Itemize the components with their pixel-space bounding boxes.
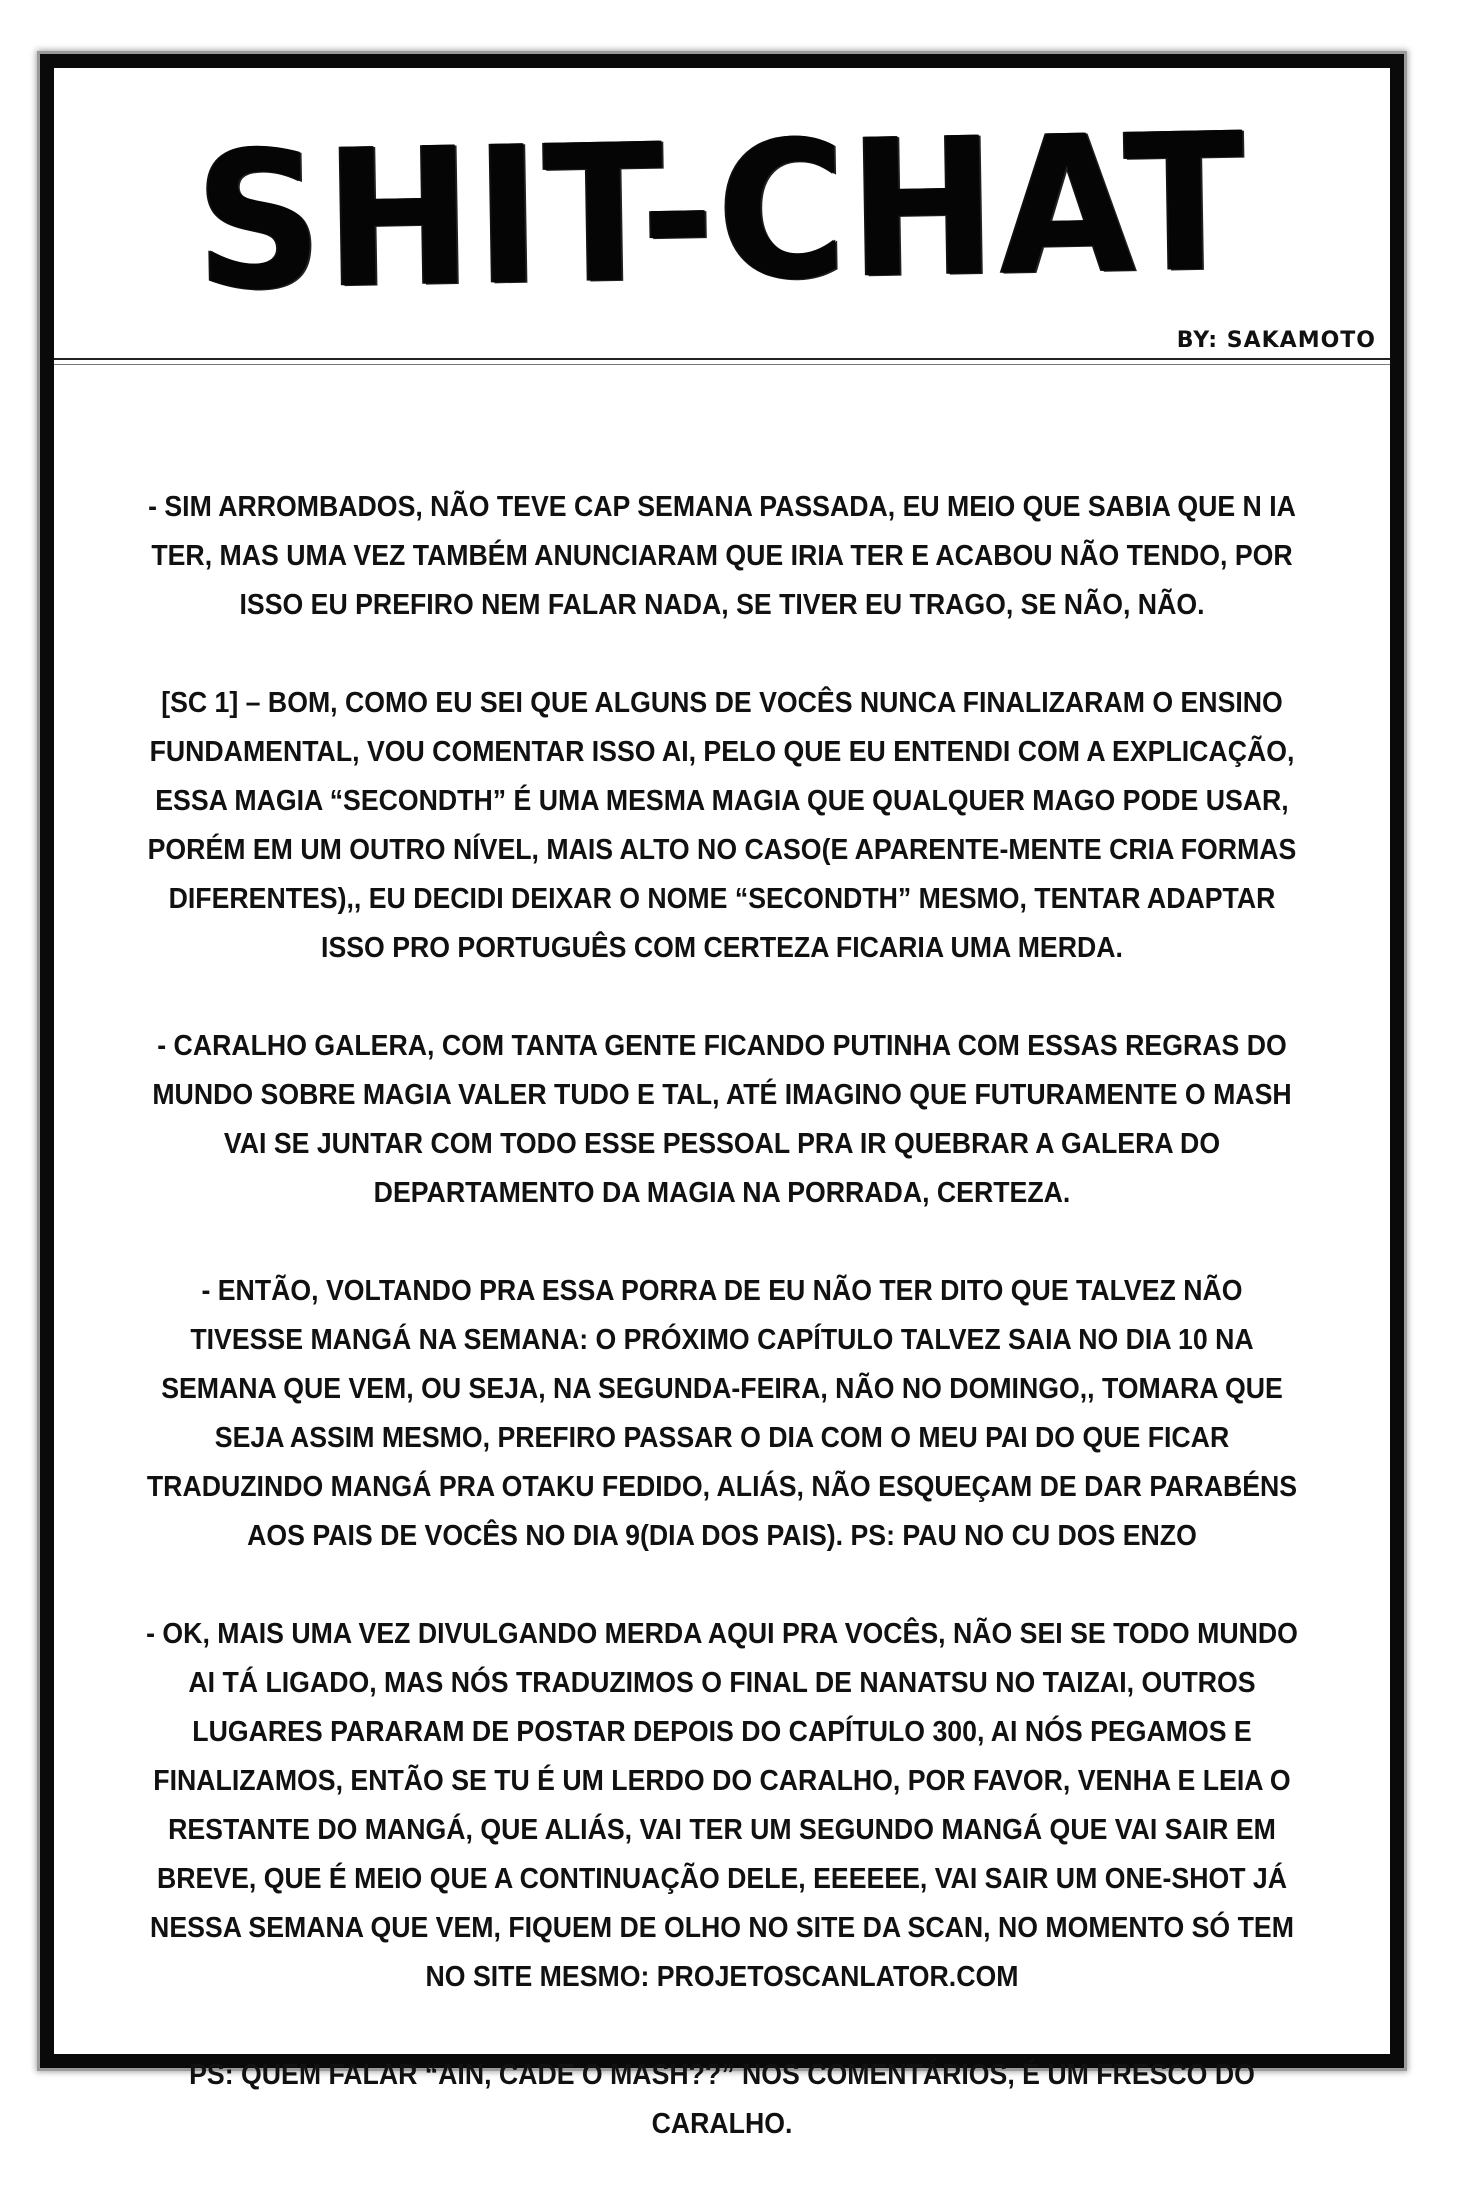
paragraph-6: PS: QUEM FALAR “AIN, CADE O MASH??” NOS COMENTÁRIOS, É UM FRESCO DO CARALHO. (189, 2059, 1255, 2140)
header-divider (54, 358, 1390, 360)
page-frame (40, 54, 1404, 2140)
header (54, 68, 1390, 352)
paragraph-4: - ENTÃO, VOLTANDO PRA ESSA PORRA DE EU NÃO TER DITO QUE TALVEZ NÃO TIVESSE MANGÁ NA SEMANA: O PRÓXIMO CAPÍTULO TALVEZ SAIA NO DIA 10 NA SEMANA QUE VEM, OU SEJA, NA SEGUNDA-FEIRA, NÃO NO DOMINGO,, TOMARA QUE SEJA ASSIM MESMO, PREFIRO PASSAR O DIA COM O MEU PAI DO QUE FICAR TRADUZINDO MANGÁ PRA OTAKU FEDIDO, ALIÁS, NÃO ESQUEÇAM DE DAR PARABÉNS AOS PAIS DE VOCÊS NO DIA 9(DIA DOS PAIS). PS: PAU NO CU DOS ENZO (146, 1275, 1298, 1552)
page-title: SHIT-CHAT (194, 92, 1250, 333)
paragraph-5: - OK, MAIS UMA VEZ DIVULGANDO MERDA AQUI PRA VOCÊS, NÃO SEI SE TODO MUNDO AI TÁ LIGADO, MAS NÓS TRADUZIMOS O FINAL DE NANATSU NO TAIZAI, OUTROS LUGARES PARARAM DE POSTAR DEPOIS DO CAPÍTULO 300, AI NÓS PEGAMOS E FINALIZAMOS, ENTÃO SE TU É UM LERDO DO CARALHO, POR FAVOR, VENHA E LEIA O RESTANTE DO MANGÁ, QUE ALIÁS, VAI TER UM SEGUNDO MANGÁ QUE VAI SAIR EM BREVE, QUE É MEIO QUE A CONTINUAÇÃO DELE, EEEEEE, VAI SAIR UM ONE-SHOT JÁ NESSA SEMANA QUE VEM, FIQUEM DE OLHO NO SITE DA SCAN, NO MOMENTO SÓ TEM NO SITE MESMO: PROJETOSCANLATOR.COM (146, 1618, 1298, 1993)
text-body (142, 483, 1301, 2198)
paragraph-3: - CARALHO GALERA, COM TANTA GENTE FICANDO PUTINHA COM ESSAS REGRAS DO MUNDO SOBRE MAGIA VALER TUDO E TAL, ATÉ IMAGINO QUE FUTURAMENTE O MASH VAI SE JUNTAR COM TODO ESSE PESSOAL PRA IR QUEBRAR A GALERA DO DEPARTAMENTO DA MAGIA NA PORRADA, CERTEZA. (152, 1030, 1292, 1209)
header-divider-thin (54, 364, 1390, 365)
paragraph-1: - SIM ARROMBADOS, NÃO TEVE CAP SEMANA PASSADA, EU MEIO QUE SABIA QUE N IA TER, MAS UMA VEZ TAMBÉM ANUNCIARAM QUE IRIA TER E ACABOU NÃO TENDO, POR ISSO EU PREFIRO NEM FALAR NADA, SE TIVER EU TRAGO, SE NÃO, NÃO. (148, 491, 1296, 621)
paragraph-2: [SC 1] – BOM, COMO EU SEI QUE ALGUNS DE VOCÊS NUNCA FINALIZARAM O ENSINO FUNDAMENTAL, VOU COMENTAR ISSO AI, PELO QUE EU ENTENDI COM A EXPLICAÇÃO, ESSA MAGIA “SECONDTH” É UMA MESMA MAGIA QUE QUALQUER MAGO PODE USAR, PORÉM EM UM OUTRO NÍVEL, MAIS ALTO NO CASO(E APARENTE-MENTE CRIA FORMAS DIFERENTES),, EU DECIDI DEIXAR O NOME “SECONDTH” MESMO, TENTAR ADAPTAR ISSO PRO PORTUGUÊS COM CERTEZA FICARIA UMA MERDA. (147, 687, 1297, 964)
author-byline: BY: SAKAMOTO (1176, 328, 1376, 353)
